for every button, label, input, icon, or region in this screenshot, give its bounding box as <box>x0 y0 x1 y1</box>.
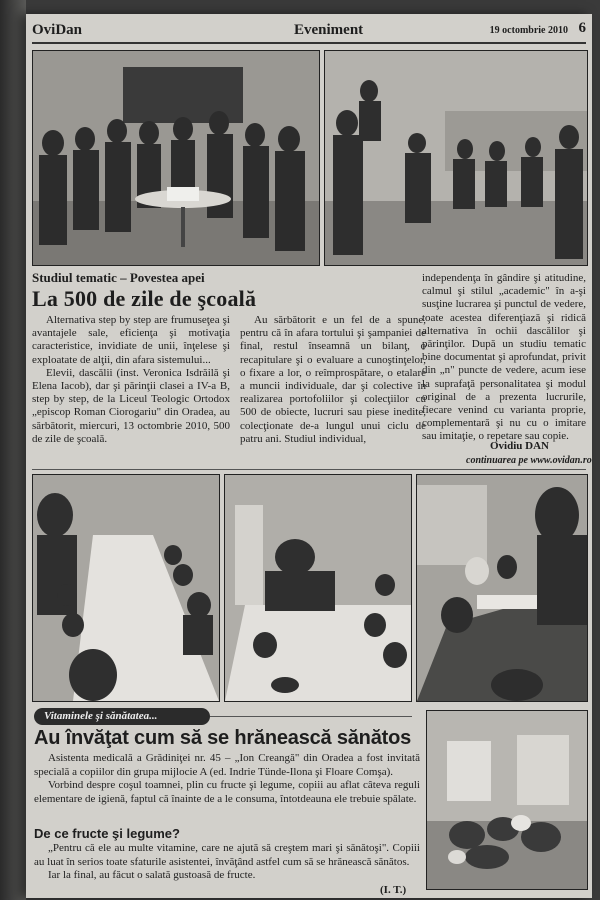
page-number: 6 <box>578 20 586 36</box>
newspaper-page <box>26 14 592 898</box>
section-divider <box>32 469 586 470</box>
photo-children-eating <box>224 474 412 702</box>
article-kicker: Studiul tematic – Povestea apei <box>32 270 205 285</box>
article-column-3 <box>422 272 586 444</box>
paragraph: Vorbind despre coşul toamnei, plin cu fructe şi legume, copiii au aflat câteva reguli elementare de igienă, faptul că înainte de a le consuma, întotdeauna ele trebuie spălate. <box>34 779 420 805</box>
paragraph: Elevii, dascălii (inst. Veronica Isdrăilă şi Elena Iacob), dar şi părinţii clasei a IV-a B, step by step, de la Liceul Teologic Ortodox „episcop Roman Ciorogariu" din Oradea, au sărbătorit, miercuri, 13 octombrie 2010, 500 de zile de şcoală. <box>32 366 230 445</box>
photo-audience <box>324 50 588 266</box>
article2-subheading: De ce fructe şi legume? <box>34 826 180 841</box>
article-author: Ovidiu DAN <box>490 440 549 452</box>
photo-children-table <box>32 474 220 702</box>
issue-date: 19 octombrie 2010 <box>489 25 568 36</box>
section-badge: Vitaminele şi sănătatea... <box>34 708 210 725</box>
article-headline: La 500 de zile de şcoală <box>32 286 257 311</box>
article2-body <box>34 752 420 806</box>
article-column-1 <box>32 314 230 446</box>
paragraph: „Pentru că ele au multe vitamine, care ne ajută să creştem mari şi sănătoşi". Copiii au luat în serios toate sfaturile asistentei, învăţând astfel cum să se hrănească sănătos. <box>34 842 420 868</box>
paragraph: Iar la final, au făcut o salată gustoasă de fructe. <box>48 869 256 882</box>
article2-author: (I. T.) <box>380 884 407 896</box>
photo-fruit-basket <box>426 710 588 890</box>
section-name: Eveniment <box>294 22 364 38</box>
photo-class-celebration <box>32 50 320 266</box>
paragraph: Alternativa step by step are frumuseţea şi avantajele sale, eficienţa şi motivaţia caracteristice, invidiate de unii, înţelese şi exploatate de alţii, din afara sistemului... <box>32 314 230 366</box>
photo-children-desks <box>416 474 588 702</box>
paragraph: Au sărbătorit e un fel de a spune, pentru că în afara tortului şi şampaniei de final, restul înseamnă un bilanţ, o recapitulare şi o evaluare a cunoştinţelor, o fixare a lor, o reîmprospătare, o etalare a muncii individuale, dar şi colective în realizarea portofoliilor şi colecţiilor cu 500 de obiecte, lucruri sau piese inedite, colecţionate de-a lungul unui ciclu de patru ani. Studiul individual, <box>240 314 426 445</box>
article2-headline: Au învăţat cum să se hrănească sănătos <box>34 727 412 749</box>
paragraph: Asistenta medicală a Grădiniţei nr. 45 – „Ion Creangă" din Oradea a fost invitată specială a copiilor din grupa mijlocie A (ed. Indrie Tünde-Ilona şi Floare Comşa). <box>34 752 420 778</box>
header-rule <box>32 42 586 44</box>
page-header <box>32 20 586 42</box>
badge-rule <box>210 716 412 717</box>
paragraph: independenţa în gândire şi atitudine, calmul şi stilul „academic" în a-şi susţine lucrarea şi punctul de vedere, toate acestea diferenţiază şi ridică alternativa în ochii dascălilor şi părinţilor. După un studiu tematic bine documentat şi aprofundat, privit din „n" puncte de vedere, acum iese la suprafaţă personalitatea şi modul original de a prezenta lucrurile, fiecare venind cu varianta proprie, complementară şi nu cu o imitare sau imitaţie, o repetare sau copie. <box>422 272 586 443</box>
article2-body-2 <box>34 842 420 883</box>
article-column-2 <box>240 314 426 446</box>
publication-name: OviDan <box>32 22 83 38</box>
continued-link[interactable]: continuarea pe www.ovidan.ro <box>466 455 592 466</box>
page-edge <box>0 0 26 900</box>
